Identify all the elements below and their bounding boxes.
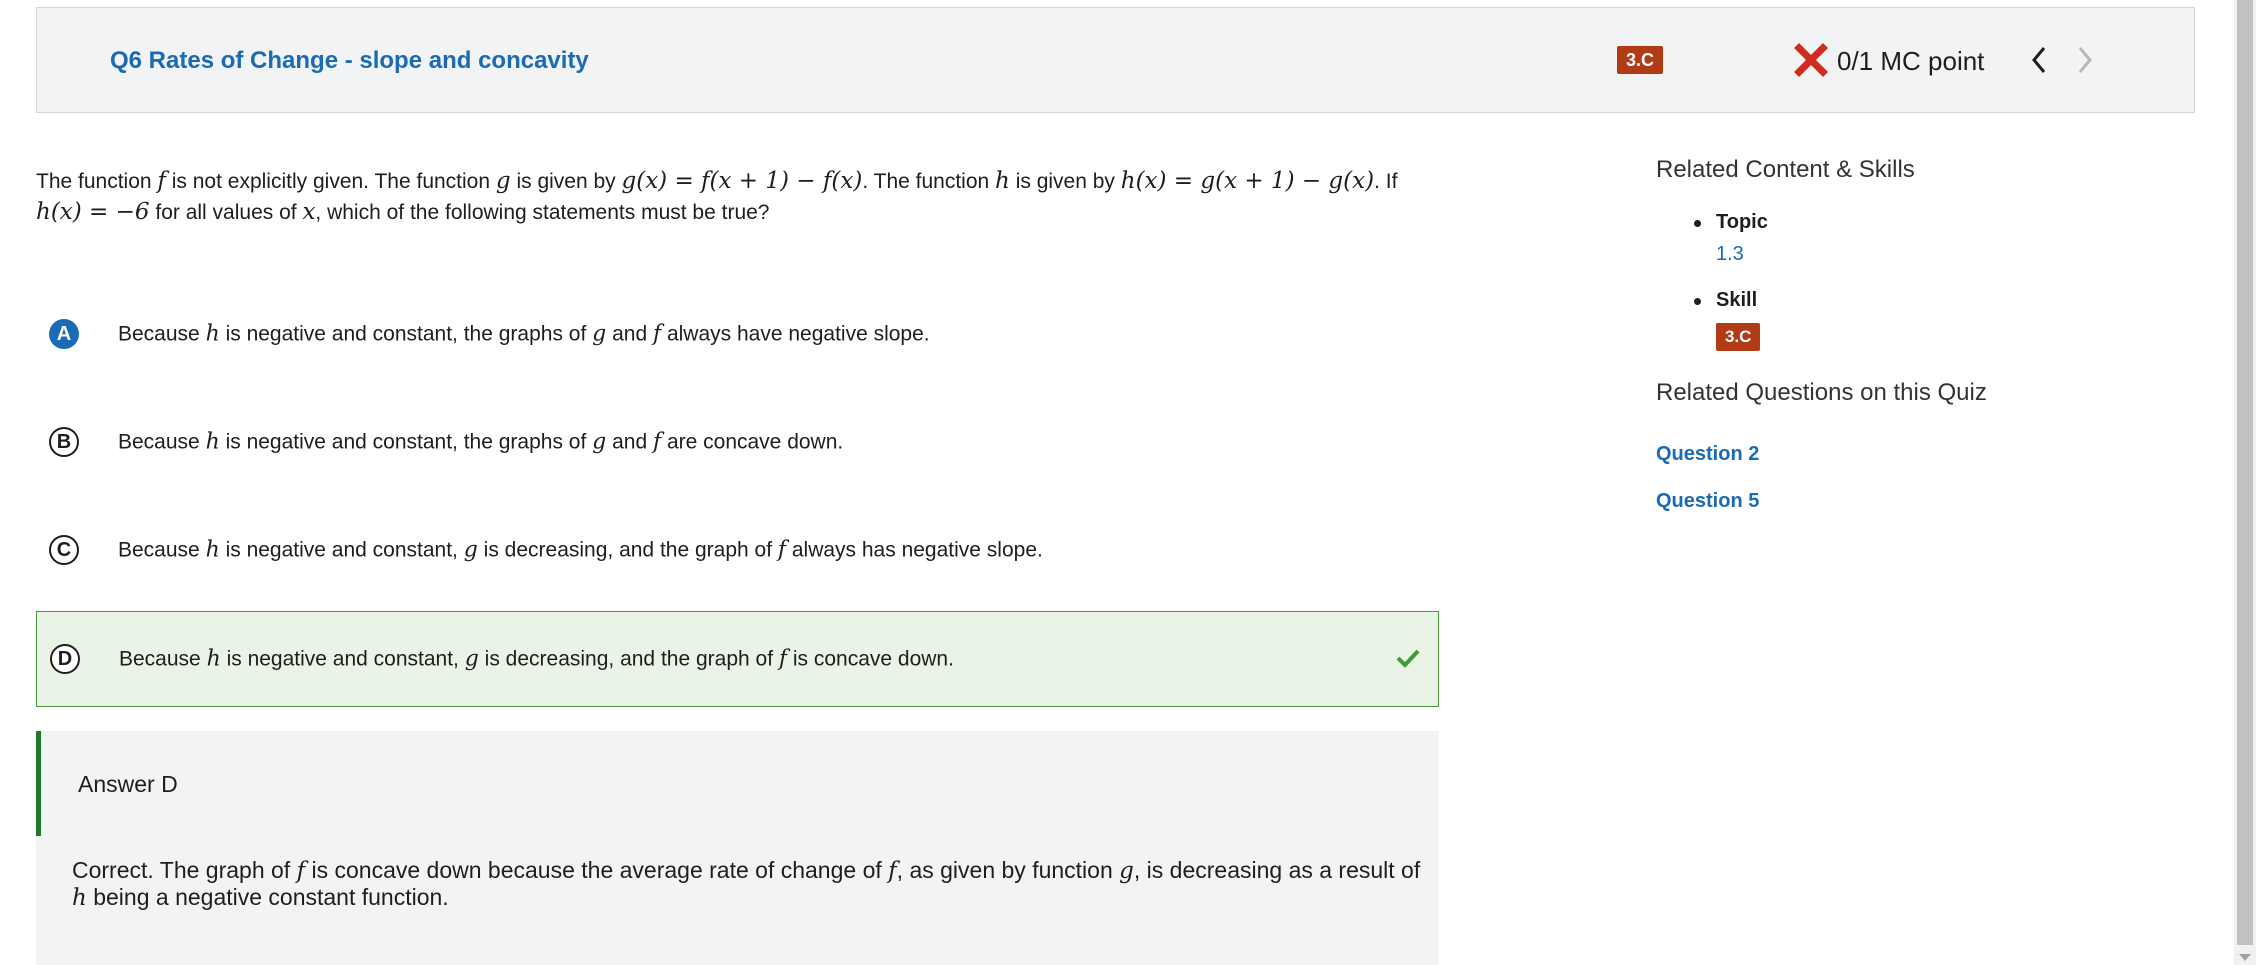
- skill-label: Skill: [1716, 289, 1758, 311]
- explanation-text: , as given by function: [896, 857, 1120, 883]
- question-header: [36, 7, 2195, 113]
- explanation-math: h: [72, 885, 87, 911]
- choice-letter-b: B: [49, 427, 79, 457]
- stem-math: h(x) = −6: [36, 199, 150, 225]
- choice-d[interactable]: [36, 611, 1439, 707]
- explanation-text: Correct. The graph of: [72, 857, 297, 883]
- sidebar-skill-badge: [1716, 323, 1760, 351]
- stem-text: . If: [1374, 170, 1398, 193]
- stem-text: is given by: [510, 170, 622, 193]
- choice-letter-d: D: [50, 644, 80, 674]
- checkmark-icon: [1396, 648, 1420, 668]
- choice-text: and: [606, 430, 653, 454]
- related-questions-heading: Related Questions on this Quiz: [1656, 379, 1987, 406]
- explanation-math: g: [1119, 858, 1134, 884]
- choice-text-c: [118, 538, 1043, 563]
- vertical-scrollbar[interactable]: [2234, 0, 2256, 965]
- choice-text: always has negative slope.: [786, 538, 1043, 562]
- stem-text: is given by: [1009, 170, 1121, 193]
- choice-math: f: [652, 321, 662, 347]
- choice-text-a: [118, 322, 930, 347]
- choice-math: g: [592, 321, 607, 347]
- answer-title: Answer D: [78, 771, 178, 797]
- answer-explanation-text: [72, 857, 1432, 911]
- stem-text: . The function: [862, 170, 996, 193]
- choice-math: h: [205, 321, 220, 347]
- choice-text: always have negative slope.: [661, 322, 930, 346]
- answer-accent-bar: [36, 731, 41, 836]
- skill-badge-label: 3.C: [1617, 46, 1663, 74]
- stem-text: is not explicitly given. The function: [165, 170, 496, 193]
- question-title[interactable]: Q6 Rates of Change - slope and concavity: [110, 47, 589, 74]
- choice-math: h: [205, 537, 220, 563]
- explanation-math: f: [296, 858, 306, 884]
- choice-text: and: [606, 322, 653, 346]
- related-content-heading: Related Content & Skills: [1656, 156, 1915, 183]
- choice-math: h: [206, 646, 221, 672]
- choice-text-b: [118, 430, 843, 455]
- scrollbar-thumb[interactable]: [2237, 0, 2253, 945]
- choice-math: f: [777, 537, 787, 563]
- related-question-link[interactable]: Question 5: [1656, 490, 1760, 512]
- stem-math: x: [302, 199, 316, 225]
- explanation-text: is concave down because the average rate of change of: [305, 857, 889, 883]
- score-text: 0/1 MC point: [1837, 46, 1985, 76]
- bullet-icon: [1694, 220, 1701, 227]
- choice-math: g: [464, 646, 479, 672]
- choice-math: g: [592, 429, 607, 455]
- choice-math: f: [778, 646, 788, 672]
- choice-letter-a: A: [49, 319, 79, 349]
- skill-badge: [1617, 46, 1663, 74]
- chevron-right-icon[interactable]: [2073, 44, 2097, 76]
- topic-link[interactable]: 1.3: [1716, 243, 1744, 265]
- choice-letter-c: C: [49, 535, 79, 565]
- explanation-math: f: [888, 858, 897, 884]
- explanation-text: being a negative constant function.: [86, 884, 449, 910]
- x-mark-icon: [1794, 43, 1828, 77]
- choice-text: is decreasing, and the graph of: [477, 538, 778, 562]
- choice-text: Because: [118, 538, 206, 562]
- choice-text: Because: [118, 322, 206, 346]
- sidebar-skill-badge-label: 3.C: [1716, 323, 1760, 351]
- related-question-link[interactable]: Question 2: [1656, 443, 1760, 465]
- choice-text: is decreasing, and the graph of: [478, 647, 779, 671]
- explanation-text: , is decreasing as a result of: [1133, 857, 1421, 883]
- choice-b[interactable]: [36, 394, 1439, 490]
- question-stem: [36, 166, 1436, 228]
- choice-text: is negative and constant, the graphs of: [219, 322, 593, 346]
- answer-explanation-panel: [36, 731, 1439, 965]
- choice-text: Because: [119, 647, 207, 671]
- choice-text-d: [119, 647, 954, 672]
- choice-math: h: [205, 429, 220, 455]
- choice-text: is concave down.: [787, 647, 954, 671]
- choice-a[interactable]: [36, 286, 1439, 382]
- choice-math: f: [652, 429, 662, 455]
- choice-c[interactable]: [36, 502, 1439, 598]
- stem-math: h: [995, 168, 1010, 194]
- stem-math: g: [495, 168, 511, 194]
- choice-text: is negative and constant, the graphs of: [219, 430, 593, 454]
- topic-label: Topic: [1716, 211, 1768, 233]
- choice-text: are concave down.: [661, 430, 844, 454]
- stem-math: f: [157, 168, 166, 194]
- stem-math: h(x) = g(x + 1) − g(x): [1120, 168, 1375, 194]
- scroll-down-arrow-icon[interactable]: [2239, 954, 2251, 961]
- choice-text: is negative and constant,: [220, 647, 465, 671]
- stem-text: for all values of: [149, 201, 303, 224]
- choice-text: Because: [118, 430, 206, 454]
- choice-math: g: [463, 537, 478, 563]
- stem-text: The function: [36, 170, 158, 193]
- choice-text: is negative and constant,: [219, 538, 464, 562]
- stem-math: g(x) = f(x + 1) − f(x): [621, 168, 863, 194]
- bullet-icon: [1694, 298, 1701, 305]
- stem-text: , which of the following statements must be true?: [315, 201, 770, 224]
- chevron-left-icon[interactable]: [2027, 44, 2051, 76]
